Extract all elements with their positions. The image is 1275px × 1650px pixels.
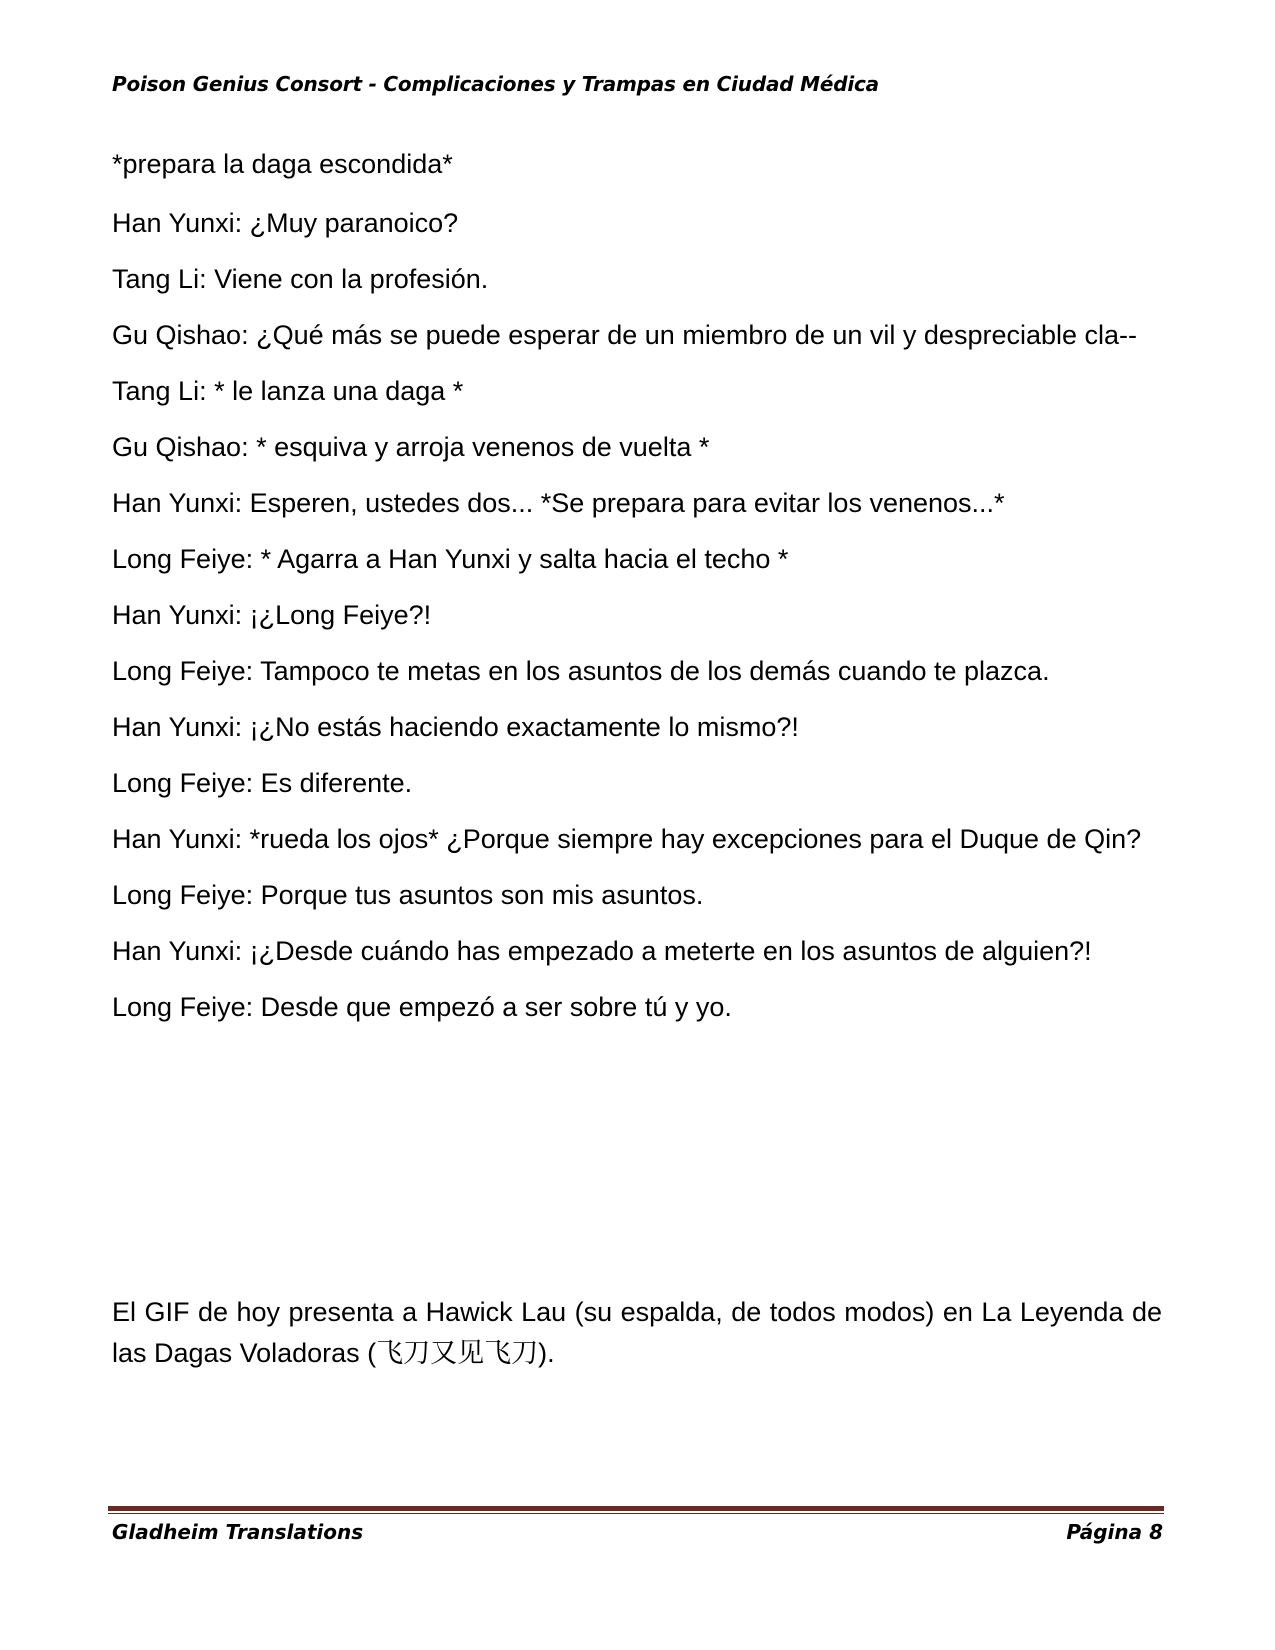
dialogue-line-11: Han Yunxi: ¡¿No estás haciendo exactamente lo mismo?!: [112, 712, 799, 742]
dialogue-line-10: Long Feiye: Tampoco te metas en los asuntos de los demás cuando te plazca.: [112, 656, 1050, 686]
dialogue-line-14: Long Feiye: Porque tus asuntos son mis asuntos.: [112, 880, 704, 910]
dialogue-line-12: Long Feiye: Es diferente.: [112, 768, 413, 798]
dialogue-line-6: Gu Qishao: * esquiva y arroja venenos de vuelta *: [112, 432, 710, 462]
dialogue-line-16: Long Feiye: Desde que empezó a ser sobre tú y yo.: [112, 992, 732, 1022]
page-header-title: Poison Genius Consort - Complicaciones y Trampas en Ciudad Médica: [112, 72, 879, 96]
dialogue-line-8: Long Feiye: * Agarra a Han Yunxi y salta hacia el techo *: [112, 544, 789, 574]
closing-paragraph: El GIF de hoy presenta a Hawick Lau (su espalda, de todos modos) en La Leyenda de las Dagas Voladoras (飞刀又见飞刀).: [112, 1297, 1162, 1368]
dialogue-line-9: Han Yunxi: ¡¿Long Feiye?!: [112, 600, 432, 630]
dialogue-body: [112, 145, 1162, 1044]
dialogue-line-1: *prepara la daga escondida*: [112, 149, 453, 179]
footer-divider: [108, 1506, 1164, 1514]
dialogue-line-5: Tang Li: * le lanza una daga *: [112, 376, 464, 406]
dialogue-line-7: Han Yunxi: Esperen, ustedes dos... *Se prepara para evitar los venenos...*: [112, 488, 1005, 518]
footer-publisher: Gladheim Translations: [112, 1520, 364, 1544]
footer-divider-thin: [108, 1513, 1164, 1514]
dialogue-line-3: Tang Li: Viene con la profesión.: [112, 264, 489, 294]
dialogue-line-4: Gu Qishao: ¿Qué más se puede esperar de un miembro de un vil y despreciable cla--: [112, 320, 1138, 350]
dialogue-line-2: Han Yunxi: ¿Muy paranoico?: [112, 208, 459, 238]
footer-page-number: Página 8: [1066, 1520, 1163, 1544]
dialogue-line-15: Han Yunxi: ¡¿Desde cuándo has empezado a meterte en los asuntos de alguien?!: [112, 936, 1092, 966]
dialogue-line-13: Han Yunxi: *rueda los ojos* ¿Porque siempre hay excepciones para el Duque de Qin?: [112, 824, 1142, 854]
